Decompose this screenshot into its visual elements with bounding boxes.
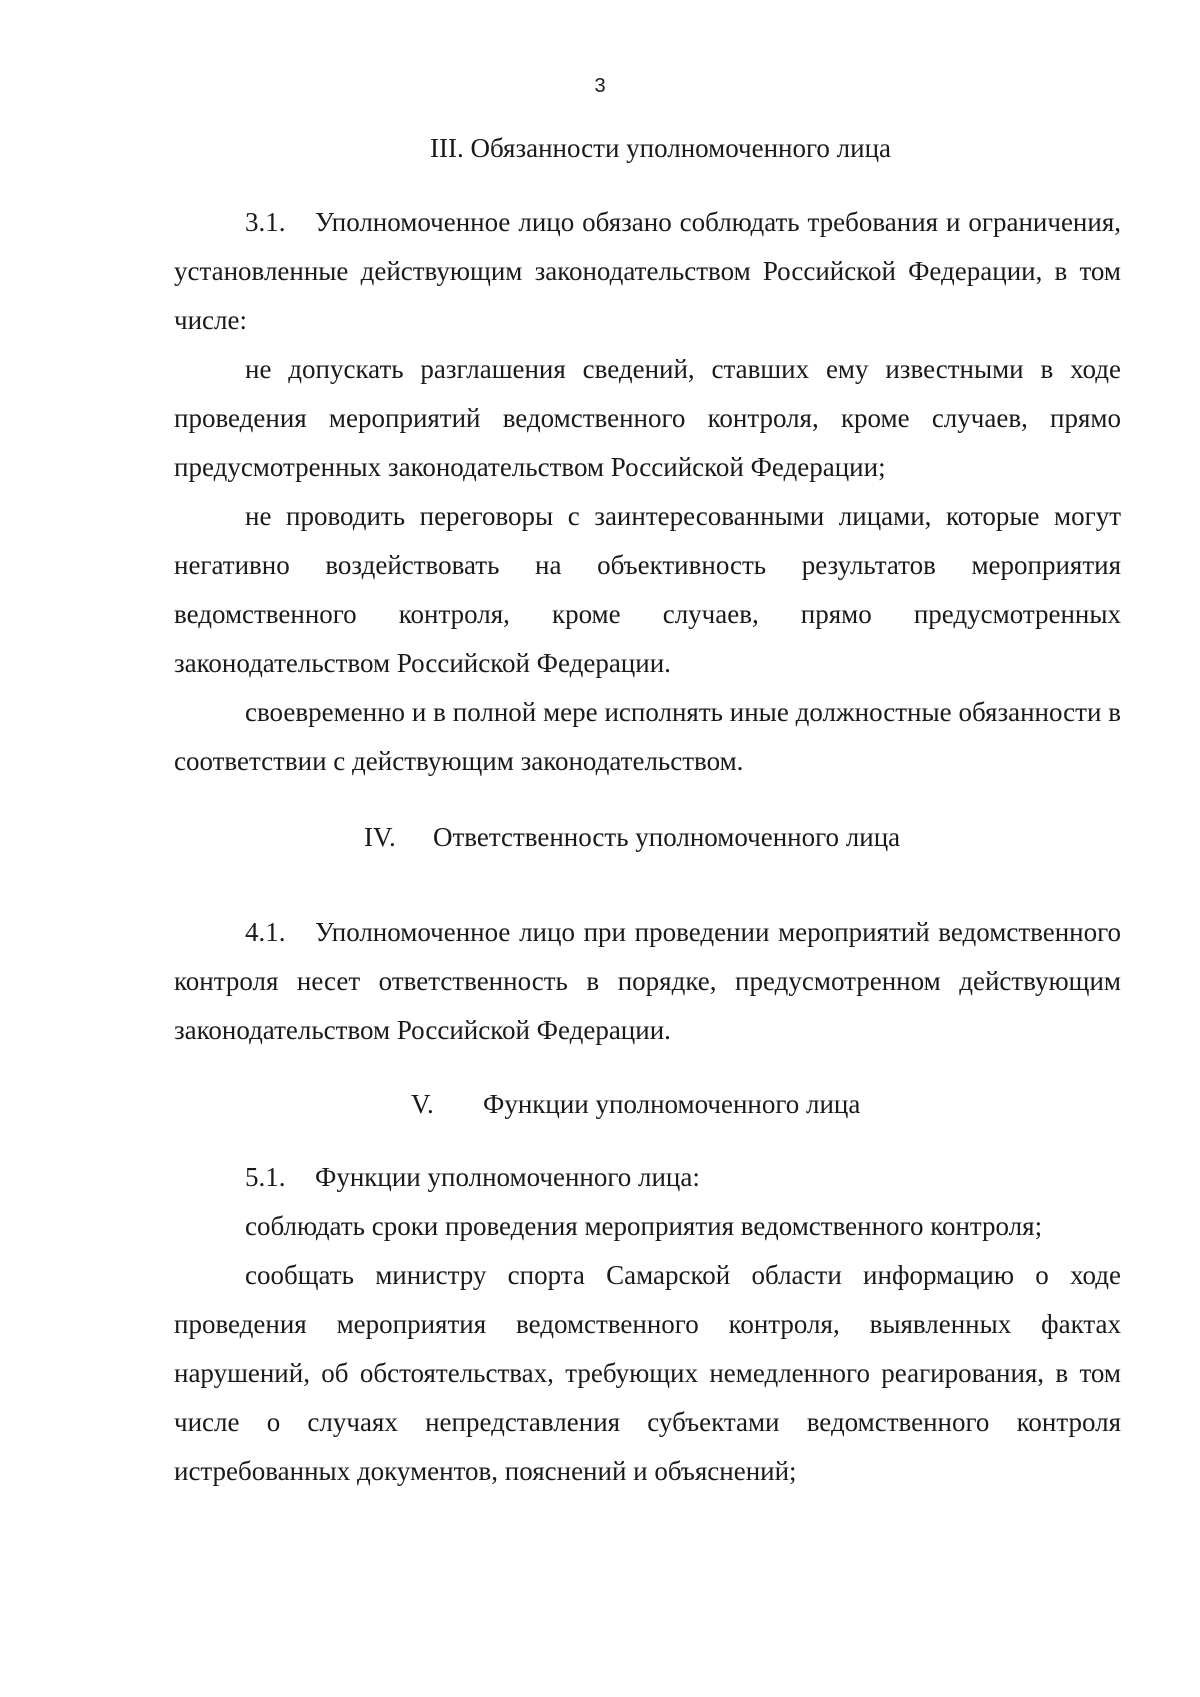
section-4-number: IV. (364, 822, 396, 852)
section-4-paragraph-1 (174, 908, 1121, 1055)
section-4-heading (174, 813, 1121, 862)
section-3-heading: III. Обязанности уполномоченного лица (429, 133, 892, 163)
section-5-paragraph-2: соблюдать сроки проведения мероприятия ведомственного контроля; (245, 1211, 1043, 1241)
clause-text-5-1: Функции уполномоченного лица: (315, 1162, 700, 1192)
section-5-number: V. (411, 1089, 434, 1119)
section-3-paragraph-1 (174, 198, 1121, 345)
clause-text-3-1: Уполномоченное лицо обязано соблюдать требования и ограничения, установленные действующим законодательством Российской Федерации, в том числе: (174, 207, 1121, 335)
section-5-heading (174, 1080, 1121, 1129)
section-3-paragraph-2: не допускать разглашения сведений, ставших ему известными в ходе проведения мероприятий ведомственного контроля, кроме случаев, прямо предусмотренных законодательством Российской Федерации; (174, 354, 1121, 482)
section-5-title: Функции уполномоченного лица (483, 1089, 861, 1119)
clause-number-3-1: 3.1. (245, 207, 286, 237)
page-number: 3 (594, 75, 606, 97)
section-4-title: Ответственность уполномоченного лица (433, 822, 901, 852)
section-5-paragraph-1 (174, 1153, 1121, 1202)
clause-number-4-1: 4.1. (245, 917, 286, 947)
section-3-paragraph-4: своевременно и в полной мере исполнять иные должностные обязанности в соответствии с действующим законодательством. (174, 697, 1121, 776)
clause-number-5-1: 5.1. (245, 1162, 286, 1192)
section-3-paragraph-3: не проводить переговоры с заинтересованными лицами, которые могут негативно воздействовать на объективность результатов мероприятия ведомственного контроля, кроме случаев, прямо предусмотренных законодательством Российской Федерации. (174, 501, 1121, 678)
section-5-paragraph-3: сообщать министру спорта Самарской области информацию о ходе проведения мероприятия ведомственного контроля, выявленных фактах нарушений, об обстоятельствах, требующих немедленного реагирования, в том числе о случаях непредставления субъектами ведомственного контроля истребованных документов, пояснений и объяснений; (174, 1260, 1121, 1486)
clause-text-4-1: Уполномоченное лицо при проведении мероприятий ведомственного контроля несет ответственность в порядке, предусмотренном действующим законодательством Российской Федерации. (174, 917, 1121, 1045)
document-body (174, 124, 1121, 1496)
